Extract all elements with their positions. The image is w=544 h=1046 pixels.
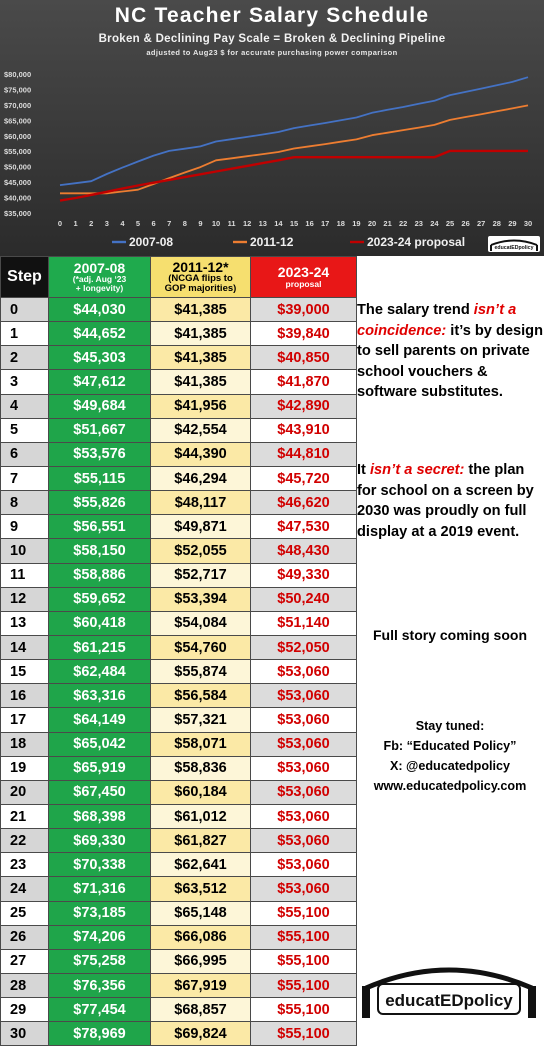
step-cell: 29 xyxy=(1,998,49,1022)
salary-2011-12-cell: $48,117 xyxy=(151,491,251,515)
step-cell: 15 xyxy=(1,660,49,684)
step-cell: 1 xyxy=(1,322,49,346)
x-tick-label: 24 xyxy=(430,219,439,228)
x-tick-label: 29 xyxy=(508,219,517,228)
table-row xyxy=(1,925,357,949)
table-row xyxy=(1,442,357,466)
salary-2011-12-cell: $41,956 xyxy=(151,394,251,418)
x-tick-label: 23 xyxy=(414,219,423,228)
chart-panel xyxy=(0,0,544,256)
chart-subtitle: Broken & Declining Pay Scale = Broken & Declining Pipeline xyxy=(98,33,446,45)
step-cell: 12 xyxy=(1,587,49,611)
logo-text: educatEDpolicy xyxy=(385,991,513,1010)
x-tick-label: 25 xyxy=(445,219,455,228)
x-tick-label: 30 xyxy=(523,219,533,228)
salary-2011-12-cell: $53,394 xyxy=(151,587,251,611)
salary-2023-24-cell: $43,910 xyxy=(251,418,357,442)
salary-2023-24-cell: $53,060 xyxy=(251,684,357,708)
step-cell: 11 xyxy=(1,563,49,587)
x-tick-label: 14 xyxy=(274,219,283,228)
salary-2007-08-cell: $58,886 xyxy=(49,563,151,587)
salary-2007-08-cell: $55,115 xyxy=(49,466,151,490)
x-tick-label: 5 xyxy=(135,219,141,228)
table-row xyxy=(1,901,357,925)
table-row xyxy=(1,346,357,370)
step-cell: 18 xyxy=(1,732,49,756)
header-2023-24-year: 2023-24 xyxy=(277,264,330,281)
step-cell: 5 xyxy=(1,418,49,442)
salary-2011-12-cell: $63,512 xyxy=(151,877,251,901)
table-row xyxy=(1,853,357,877)
salary-2011-12-cell: $52,055 xyxy=(151,539,251,563)
table-row xyxy=(1,780,357,804)
salary-2007-08-cell: $73,185 xyxy=(49,901,151,925)
x-tick-label: 6 xyxy=(151,219,156,228)
salary-2023-24-cell: $55,100 xyxy=(251,901,357,925)
salary-2007-08-cell: $71,316 xyxy=(49,877,151,901)
table-row xyxy=(1,587,357,611)
stay-tuned-text: Stay tuned: xyxy=(415,719,485,733)
x-tick-label: 15 xyxy=(289,219,299,228)
step-cell: 9 xyxy=(1,515,49,539)
table-row xyxy=(1,418,357,442)
step-cell: 0 xyxy=(1,298,49,322)
y-tick-label: $45,000 xyxy=(4,178,32,188)
salary-2023-24-cell: $46,620 xyxy=(251,491,357,515)
header-2011-12 xyxy=(151,257,251,298)
salary-table xyxy=(0,256,357,1046)
series-line-2007-08 xyxy=(60,77,528,185)
x-tick-label: 8 xyxy=(182,219,187,228)
x-tick-label: 0 xyxy=(57,219,63,228)
salary-2007-08-cell: $75,258 xyxy=(49,949,151,973)
salary-2023-24-cell: $42,890 xyxy=(251,394,357,418)
legend xyxy=(112,235,465,249)
header-step: Step xyxy=(1,257,49,298)
series-lines xyxy=(60,77,528,200)
salary-2023-24-cell: $50,240 xyxy=(251,587,357,611)
salary-2023-24-cell: $45,720 xyxy=(251,466,357,490)
salary-2023-24-cell: $53,060 xyxy=(251,780,357,804)
step-cell: 16 xyxy=(1,684,49,708)
salary-2011-12-cell: $46,294 xyxy=(151,466,251,490)
y-tick-label: $60,000 xyxy=(4,131,32,141)
legend-label: 2007-08 xyxy=(129,235,174,249)
salary-2023-24-cell: $39,000 xyxy=(251,298,357,322)
header-2007-08-note-2: + longevity) xyxy=(75,283,124,294)
small-logo xyxy=(488,236,540,252)
salary-2011-12-cell: $66,086 xyxy=(151,925,251,949)
salary-2007-08-cell: $53,576 xyxy=(49,442,151,466)
x-tick-label: 28 xyxy=(492,219,501,228)
table-row xyxy=(1,322,357,346)
salary-2007-08-cell: $60,418 xyxy=(49,611,151,635)
salary-2007-08-cell: $77,454 xyxy=(49,998,151,1022)
y-tick-label: $50,000 xyxy=(4,162,32,172)
table-row xyxy=(1,973,357,997)
table-row xyxy=(1,466,357,490)
x-tick-label: 17 xyxy=(321,219,330,228)
table-row xyxy=(1,804,357,828)
salary-2023-24-cell: $51,140 xyxy=(251,611,357,635)
salary-2011-12-cell: $41,385 xyxy=(151,322,251,346)
salary-2023-24-cell: $53,060 xyxy=(251,804,357,828)
header-2023-24-note: proposal xyxy=(285,278,322,289)
table-row xyxy=(1,829,357,853)
small-logo-text: educatEDpolicy xyxy=(494,245,534,251)
y-tick-label: $75,000 xyxy=(4,85,32,95)
para2-start: It xyxy=(357,462,370,478)
salary-2011-12-cell: $54,760 xyxy=(151,635,251,659)
salary-2007-08-cell: $67,450 xyxy=(49,780,151,804)
salary-2011-12-cell: $54,084 xyxy=(151,611,251,635)
salary-2011-12-cell: $58,071 xyxy=(151,732,251,756)
table-row xyxy=(1,1022,357,1046)
y-tick-label: $65,000 xyxy=(4,116,32,126)
step-cell: 30 xyxy=(1,1022,49,1046)
header-2011-12-note-1: (NCGA flips to xyxy=(168,273,233,285)
salary-2007-08-cell: $61,215 xyxy=(49,635,151,659)
salary-2023-24-cell: $52,050 xyxy=(251,635,357,659)
salary-2023-24-cell: $55,100 xyxy=(251,1022,357,1046)
salary-2007-08-cell: $65,042 xyxy=(49,732,151,756)
step-cell: 4 xyxy=(1,394,49,418)
salary-2007-08-cell: $49,684 xyxy=(49,394,151,418)
salary-2011-12-cell: $49,871 xyxy=(151,515,251,539)
x-tick-label: 18 xyxy=(336,219,345,228)
step-cell: 21 xyxy=(1,804,49,828)
x-tick-label: 11 xyxy=(227,219,236,228)
salary-2023-24-cell: $53,060 xyxy=(251,708,357,732)
x-tick-label: 26 xyxy=(461,219,470,228)
salary-2007-08-cell: $68,398 xyxy=(49,804,151,828)
salary-2023-24-cell: $53,060 xyxy=(251,756,357,780)
table-row xyxy=(1,635,357,659)
salary-2011-12-cell: $57,321 xyxy=(151,708,251,732)
salary-2011-12-cell: $60,184 xyxy=(151,780,251,804)
salary-2023-24-cell: $55,100 xyxy=(251,973,357,997)
step-cell: 6 xyxy=(1,442,49,466)
step-cell: 25 xyxy=(1,901,49,925)
legend-label: 2023-24 proposal xyxy=(367,235,466,249)
table-row xyxy=(1,998,357,1022)
x-tick-label: 20 xyxy=(367,219,377,228)
salary-2023-24-cell: $53,060 xyxy=(251,660,357,684)
step-cell: 23 xyxy=(1,853,49,877)
salary-2023-24-cell: $55,100 xyxy=(251,949,357,973)
table-row xyxy=(1,298,357,322)
table-row xyxy=(1,949,357,973)
para1-emphasis: isn’t a coincidence: xyxy=(357,302,517,339)
x-tick-label: 12 xyxy=(243,219,252,228)
salary-2007-08-cell: $44,652 xyxy=(49,322,151,346)
salary-2011-12-cell: $44,390 xyxy=(151,442,251,466)
salary-2023-24-cell: $53,060 xyxy=(251,732,357,756)
salary-2011-12-cell: $66,995 xyxy=(151,949,251,973)
x-tick-label: 9 xyxy=(198,219,203,228)
x-tick-label: 1 xyxy=(73,219,78,228)
x-tick-label: 4 xyxy=(120,219,125,228)
para1-start: The salary trend xyxy=(357,302,474,318)
y-tick-label: $70,000 xyxy=(4,100,32,110)
para1-end: it’s by design to sell parents on private school vouchers & software substitutes. xyxy=(357,322,543,401)
table-row xyxy=(1,370,357,394)
x-tick-label: 3 xyxy=(104,219,109,228)
facebook-handle: Fb: “Educated Policy” xyxy=(383,739,517,753)
salary-2011-12-cell: $41,385 xyxy=(151,370,251,394)
salary-2007-08-cell: $74,206 xyxy=(49,925,151,949)
salary-2007-08-cell: $62,484 xyxy=(49,660,151,684)
salary-2023-24-cell: $47,530 xyxy=(251,515,357,539)
salary-2023-24-cell: $40,850 xyxy=(251,346,357,370)
table-row xyxy=(1,756,357,780)
salary-2007-08-cell: $70,338 xyxy=(49,853,151,877)
table-row xyxy=(1,491,357,515)
x-tick-label: 7 xyxy=(167,219,172,228)
salary-2011-12-cell: $52,717 xyxy=(151,563,251,587)
salary-2023-24-cell: $41,870 xyxy=(251,370,357,394)
salary-2011-12-cell: $62,641 xyxy=(151,853,251,877)
step-cell: 10 xyxy=(1,539,49,563)
salary-2023-24-cell: $49,330 xyxy=(251,563,357,587)
step-cell: 2 xyxy=(1,346,49,370)
x-tick-label: 10 xyxy=(211,219,221,228)
x-handle: X: @educatedpolicy xyxy=(389,759,511,773)
salary-2023-24-cell: $44,810 xyxy=(251,442,357,466)
step-cell: 3 xyxy=(1,370,49,394)
salary-2007-08-cell: $76,356 xyxy=(49,973,151,997)
table-row xyxy=(1,684,357,708)
salary-2007-08-cell: $56,551 xyxy=(49,515,151,539)
x-tick-label: 22 xyxy=(399,219,408,228)
salary-trend-paragraph xyxy=(357,300,543,403)
series-line-2023-24-proposal xyxy=(60,151,528,201)
step-cell: 13 xyxy=(1,611,49,635)
salary-2007-08-cell: $47,612 xyxy=(49,370,151,394)
x-tick-label: 27 xyxy=(477,219,486,228)
salary-2011-12-cell: $41,385 xyxy=(151,298,251,322)
salary-2011-12-cell: $69,824 xyxy=(151,1022,251,1046)
website-link[interactable]: www.educatedpolicy.com xyxy=(373,779,527,793)
legend-label: 2011-12 xyxy=(250,235,294,249)
header-2007-08-year: 2007-08 xyxy=(73,259,126,276)
step-cell: 19 xyxy=(1,756,49,780)
y-tick-label: $80,000 xyxy=(4,70,32,79)
table-row xyxy=(1,732,357,756)
salary-table-body xyxy=(1,298,357,1046)
y-tick-label: $40,000 xyxy=(4,193,32,203)
salary-2007-08-cell: $69,330 xyxy=(49,829,151,853)
salary-2023-24-cell: $53,060 xyxy=(251,853,357,877)
salary-2023-24-cell: $39,840 xyxy=(251,322,357,346)
salary-2007-08-cell: $45,303 xyxy=(49,346,151,370)
header-2023-24 xyxy=(251,257,357,298)
salary-2007-08-cell: $59,652 xyxy=(49,587,151,611)
step-cell: 17 xyxy=(1,708,49,732)
header-2011-12-note-2: GOP majorities) xyxy=(164,283,237,295)
salary-2007-08-cell: $58,150 xyxy=(49,539,151,563)
salary-2007-08-cell: $44,030 xyxy=(49,298,151,322)
salary-2007-08-cell: $51,667 xyxy=(49,418,151,442)
salary-2023-24-cell: $55,100 xyxy=(251,925,357,949)
y-tick-label: $35,000 xyxy=(4,209,32,218)
table-header-row xyxy=(1,257,357,298)
salary-2023-24-cell: $55,100 xyxy=(251,998,357,1022)
table-row xyxy=(1,394,357,418)
salary-2011-12-cell: $67,919 xyxy=(151,973,251,997)
step-cell: 28 xyxy=(1,973,49,997)
step-cell: 26 xyxy=(1,925,49,949)
x-axis xyxy=(58,219,532,228)
step-cell: 8 xyxy=(1,491,49,515)
salary-2011-12-cell: $61,012 xyxy=(151,804,251,828)
x-tick-label: 19 xyxy=(352,219,361,228)
x-tick-label: 16 xyxy=(305,219,314,228)
step-cell: 27 xyxy=(1,949,49,973)
para2-emphasis: isn’t a secret: xyxy=(369,462,465,478)
table-row xyxy=(1,877,357,901)
salary-2007-08-cell: $78,969 xyxy=(49,1022,151,1046)
x-tick-label: 21 xyxy=(383,219,392,228)
table-row xyxy=(1,660,357,684)
y-axis xyxy=(4,70,31,218)
salary-2011-12-cell: $42,554 xyxy=(151,418,251,442)
x-tick-label: 13 xyxy=(258,219,267,228)
salary-2023-24-cell: $53,060 xyxy=(251,877,357,901)
series-line-2011-12 xyxy=(60,105,528,193)
full-story-note: Full story coming soon xyxy=(372,627,527,643)
salary-2023-24-cell: $53,060 xyxy=(251,829,357,853)
salary-2011-12-cell: $56,584 xyxy=(151,684,251,708)
salary-2011-12-cell: $65,148 xyxy=(151,901,251,925)
para2-end: the plan for school on a screen by 2030 was proudly on full display at a 2019 event. xyxy=(357,462,534,540)
salary-2011-12-cell: $58,836 xyxy=(151,756,251,780)
salary-2011-12-cell: $61,827 xyxy=(151,829,251,853)
header-2011-12-year: 2011-12* xyxy=(172,258,229,275)
step-cell: 20 xyxy=(1,780,49,804)
salary-2007-08-cell: $63,316 xyxy=(49,684,151,708)
salary-2007-08-cell: $64,149 xyxy=(49,708,151,732)
chart-note: adjusted to Aug23 $ for accurate purchasing power comparison xyxy=(146,48,398,57)
salary-2011-12-cell: $55,874 xyxy=(151,660,251,684)
x-tick-label: 2 xyxy=(89,219,94,228)
plan-paragraph xyxy=(357,460,543,542)
step-cell: 7 xyxy=(1,466,49,490)
y-tick-label: $55,000 xyxy=(4,147,32,157)
salary-2011-12-cell: $68,857 xyxy=(151,998,251,1022)
step-cell: 22 xyxy=(1,829,49,853)
chart-title: NC Teacher Salary Schedule xyxy=(114,4,430,27)
table-row xyxy=(1,708,357,732)
salary-2011-12-cell: $41,385 xyxy=(151,346,251,370)
salary-2007-08-cell: $55,826 xyxy=(49,491,151,515)
table-row xyxy=(1,563,357,587)
salary-2023-24-cell: $48,430 xyxy=(251,539,357,563)
table-row xyxy=(1,611,357,635)
table-row xyxy=(1,539,357,563)
salary-2007-08-cell: $65,919 xyxy=(49,756,151,780)
header-2007-08 xyxy=(49,257,151,298)
header-2007-08-note-1: (*adj. Aug ‘23 xyxy=(72,274,127,285)
step-cell: 24 xyxy=(1,877,49,901)
contact-block xyxy=(356,716,544,796)
step-cell: 14 xyxy=(1,635,49,659)
table-row xyxy=(1,515,357,539)
educatedpolicy-logo xyxy=(358,958,540,1020)
